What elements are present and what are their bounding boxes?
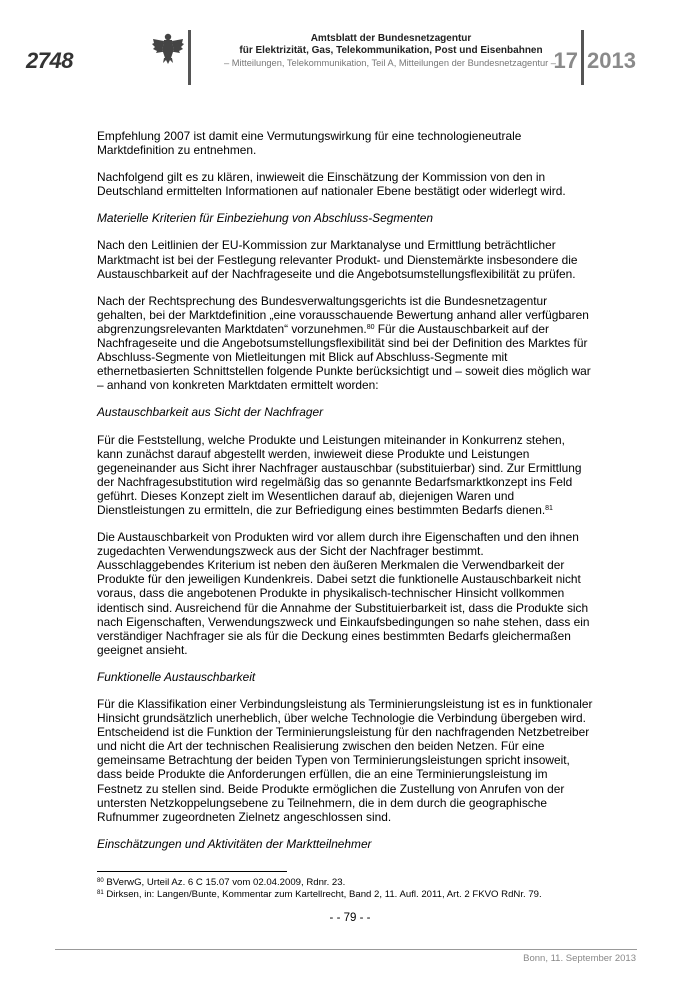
header-page-number: 2748 [26,48,73,73]
main-content [97,129,593,864]
paragraph: Die Austauschbarkeit von Produkten wird vor allem durch ihre Eigenschaften und den ihnen zugedachten Verwendungszweck aus der Sicht der Nachfrager bestimmt. Ausschlaggebendes Kriterium ist neben den äußeren Merkmalen die Verwendbarkeit der Produkte für den jeweiligen Kundenkreis. Dabei setzt die funktionelle Austauschbarkeit nicht voraus, dass die angebotenen Produkte in physikalisch-technischer Hinsicht vollkommen identisch sind. Ausreichend für die Annahme der Substituierbarkeit ist, dass die Produkte sich nach Eigenschaften, Verwendungszweck und Einkaufsbedingungen so nahe stehen, dass ein verständiger Nachfrager sie als für die Deckung eines bestimmten Bedarfs gleichermaßen geeignet ansieht. [97,530,590,657]
footnote-divider [97,871,287,872]
header-divider [188,30,191,85]
footnote-number: 81 [97,890,104,896]
paragraph [97,294,593,393]
paragraph: Für die Klassifikation einer Verbindungsleistung als Terminierungsleistung ist es in funktionaler Hinsicht grundsätzlich unerheblich, über welche Technologie die Verbindung übergeben wird. Entscheidend ist die Funktion der Terminierungsleistung für den nachfragenden Netzbetreiber und nicht die Art der technischen Realisierung zwischen den beiden Netzen. Für eine gemeinsame Betrachtung der beiden Typen von Terminierungsleistungen spricht insoweit, dass beide Produkte die Anforderungen erfüllen, die an eine Terminierungsleistung im Festnetz zu stellen sind. Beide Produkte ermöglichen die Zustellung von Anrufen von der untersten Netzkoppelungsebene zu Teilnehmern, die in dem durch die geographische Rufnummer zugeordneten Zielnetz angeschlossen sind. [97,697,593,824]
paragraph: Empfehlung 2007 ist damit eine Vermutungswirkung für eine technologieneutrale Marktdefinition zu entnehmen. [97,129,522,158]
paragraph-text: Für die Austauschbarkeit auf der Nachfrageseite und die Angebotsumstellungsflexibilität sind bei der Definition des Marktes für Abschluss-Segmente von Mietleitungen mit Blick auf Abschluss-Segmente mit ethernetbasierten Schnittstellen folgende Punkte berücksichtigt und – soweit dies möglich war – anhand von konkreten Marktdaten ermittelt worden: [97,321,591,393]
footnote-text: Dirksen, in: Langen/Bunte, Kommentar zum Kartellrecht, Band 2, 11. Aufl. 2011, Art. 2 FKVO RdNr. 79. [103,889,542,900]
header-subtitle: – Mitteilungen, Telekommunikation, Teil A, Mitteilungen der Bundesnetzagentur – [224,58,556,68]
header-title-line1: Amtsblatt der Bundesnetzagentur [310,33,472,44]
section-heading: Materielle Kriterien für Einbeziehung von Abschluss-Segmenten [97,211,433,226]
paragraph: Nachfolgend gilt es zu klären, inwieweit die Einschätzung der Kommission von den in Deutschland ermittelten Informationen auf nationaler Ebene bestätigt oder widerlegt wird. [97,170,566,199]
header-title [200,33,582,57]
federal-eagle-icon [151,30,185,66]
section-heading: Funktionelle Austauschbarkeit [97,669,256,684]
section-heading: Einschätzungen und Aktivitäten der Marktteilnehmer [97,836,372,851]
footnote-number: 80 [97,878,104,884]
footnote-ref[interactable]: 80 [366,323,375,331]
footer-divider [55,949,637,950]
paragraph: Nach den Leitlinien der EU-Kommission zur Marktanalyse und Ermittlung beträchtlicher Marktmacht ist bei der Festlegung relevanter Produkt- und Dienstemärkte insbesondere die Austauschbarkeit auf der Nachfrageseite und die Angebotsumstellungsflexibilität zu prüfen. [97,238,578,281]
paragraph-text: Für die Feststellung, welche Produkte und Leistungen miteinander in Konkurrenz stehen, kann zunächst darauf abgestellt werden, inwieweit diese Produkte und Leistungen gegeneinander aus Sicht ihrer Nachfrager austauschbar (substituierbar) sind. Zur Ermittlung der Nachfragesubstitution wird regelmäßig das so genannte Bedarfsmarktkonzept ins Feld geführt. Dieses Konzept zielt im Wesentlichen darauf ab, diejenigen Waren und Dienstleistungen zu ermitteln, die zur Befriedigung eines bestimmten Bedarfs dienen. [97,432,582,517]
header-year: 2013 [587,48,636,73]
footnote [97,889,597,901]
footnote [97,877,597,889]
paragraph [97,433,593,518]
footnote-text: BVerwG, Urteil Az. 6 C 15.07 vom 02.04.2009, Rdnr. 23. [103,877,346,888]
paragraph-text: Nach der Rechtsprechung des Bundesverwaltungsgerichts ist die Bundesnetzagentur gehalten, bei der Marktdefinition „eine vorausschauende Bewertung anhand aller verfügbaren abgrenzungsrelevanten Marktdaten“ vorzunehmen. [97,293,589,336]
header-issue-number: 17 [553,48,578,73]
page-number-footer: - - 79 - - [329,912,371,924]
footnote-ref[interactable]: 81 [545,504,553,512]
section-heading: Austauschbarkeit aus Sicht der Nachfrager [97,405,324,420]
footnotes [97,877,597,901]
footer-date: Bonn, 11. September 2013 [523,953,636,964]
header-issue-divider [581,30,584,85]
header-title-line2: für Elektrizität, Gas, Telekommunikation, Post und Eisenbahnen [239,45,543,56]
